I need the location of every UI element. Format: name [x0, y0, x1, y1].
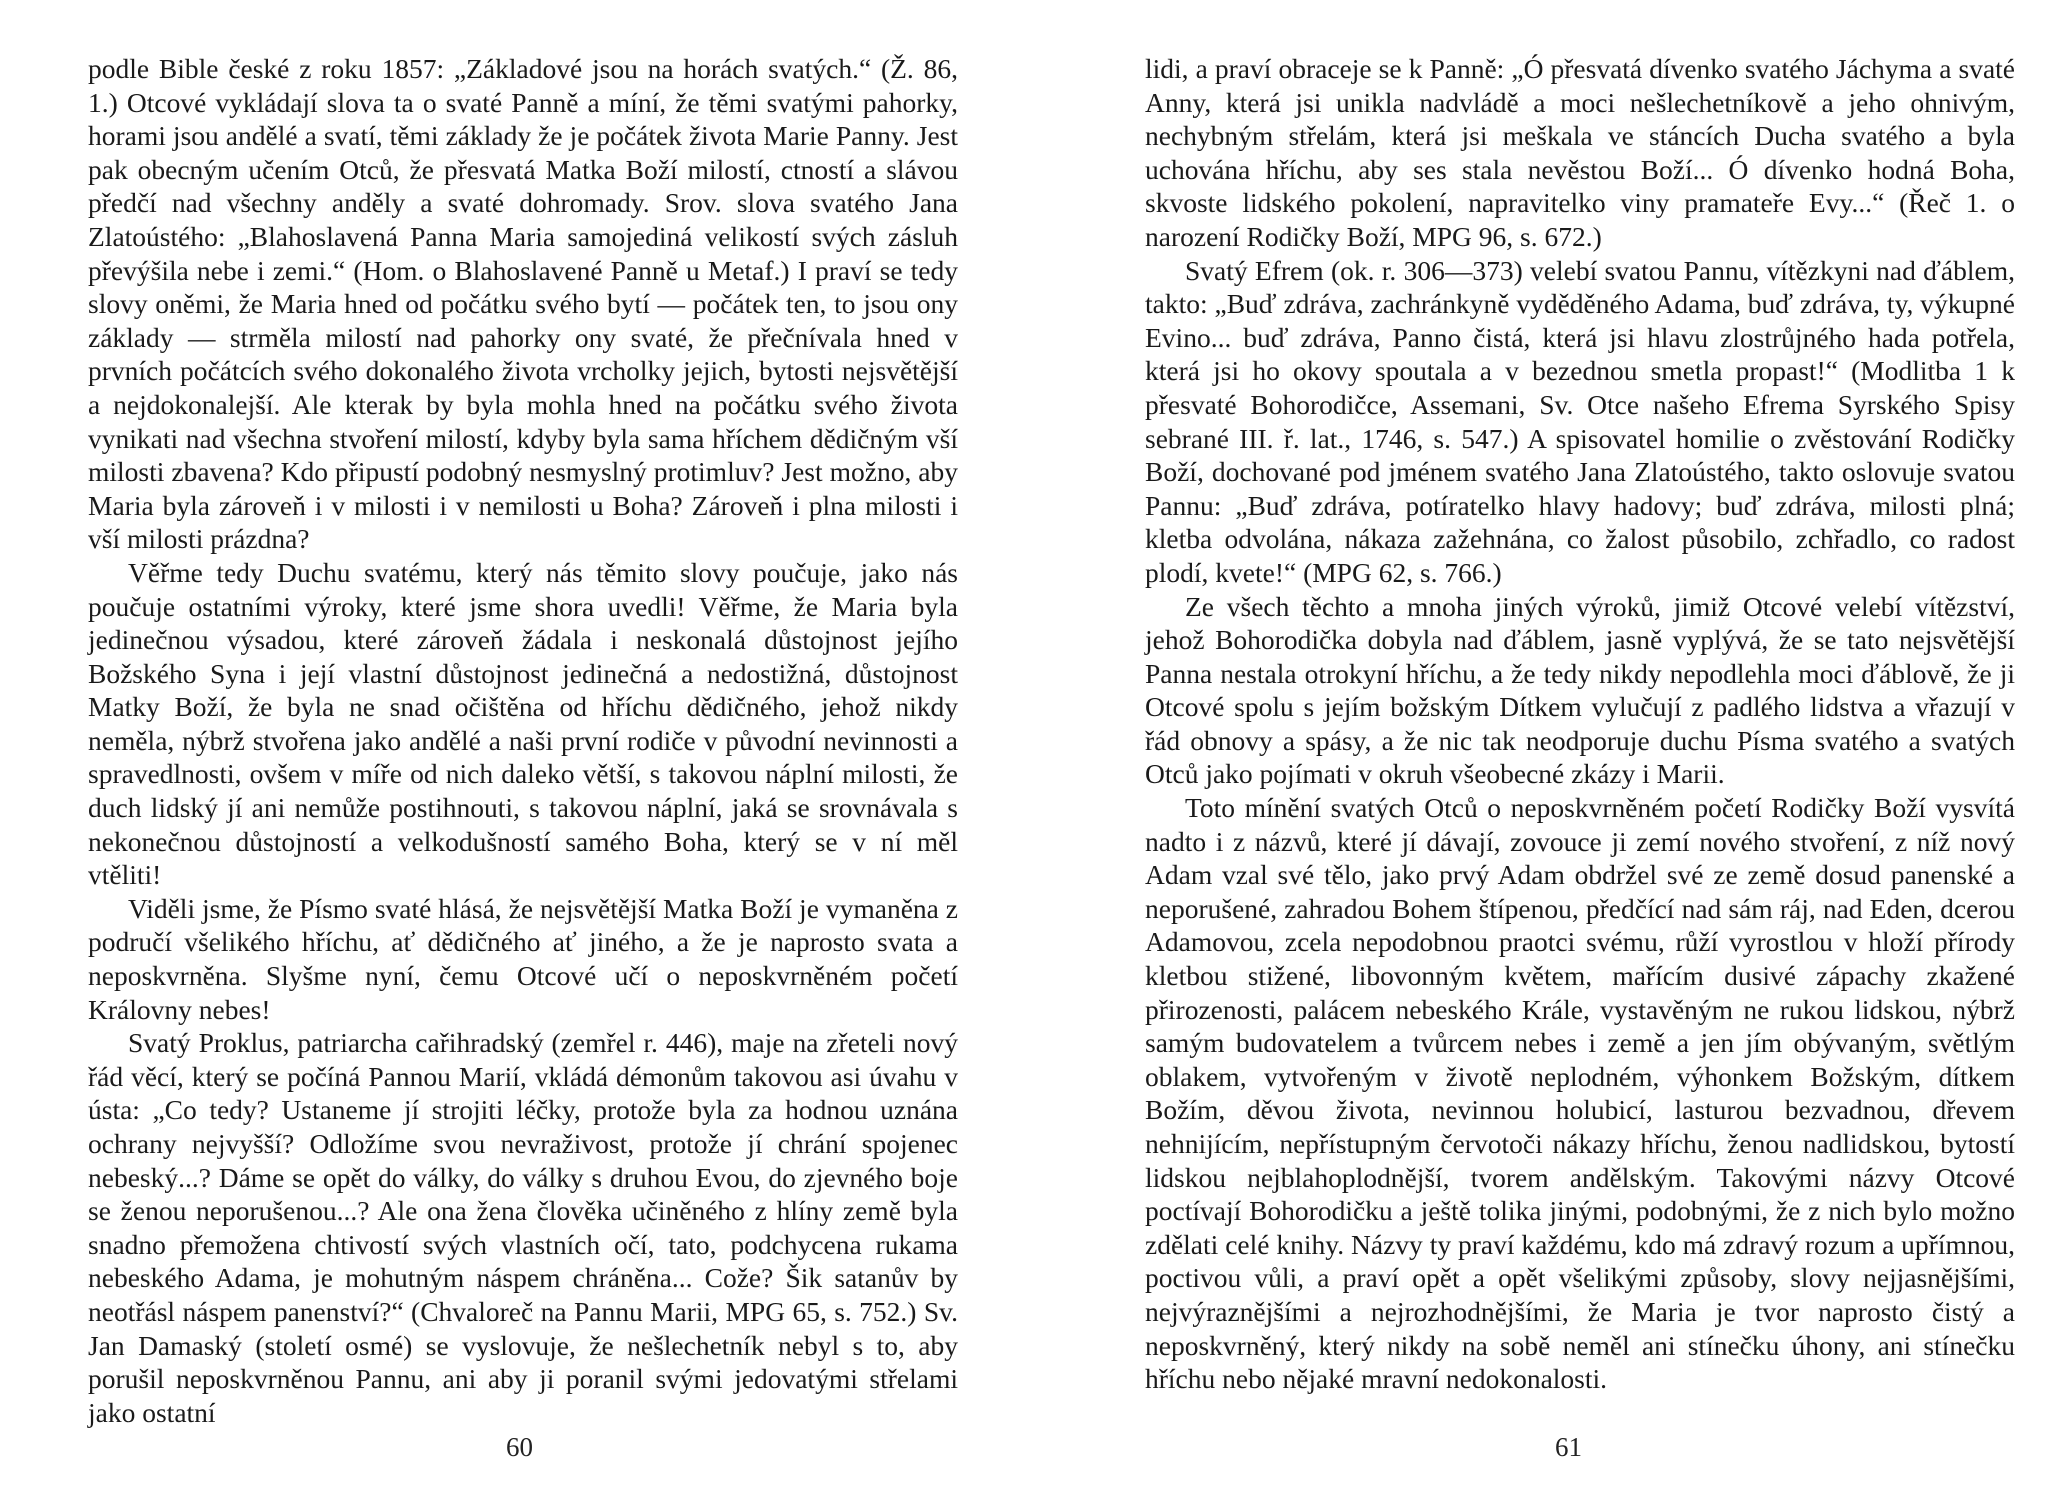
left-page	[88, 52, 958, 1429]
paragraph: Svatý Proklus, patriarcha cařihradský (zemřel r. 446), maje na zřeteli nový řád věcí, který se počíná Pannou Marií, vkládá démonům takovou asi úvahu v ústa: „Co tedy? Ustaneme jí strojiti léčky, protože byla za hodnou uznána ochrany nejvyšší? Odložíme svou nevraživost, protože jí chrání spojenec nebeský...? Dáme se opět do války, do války s druhou Evou, do zjevného boje se ženou neporušenou...? Ale ona žena člověka učiněného z hlíny země byla snadno přemožena chtivostí svých vlastních očí, tato, podchycena rukama nebeského Adama, je mohutným náspem chráněna... Cože? Šik satanův by neotřásl náspem panenství?“ (Chvaloreč na Pannu Marii, MPG 65, s. 752.) Sv. Jan Damaský (století osmé) se vyslovuje, že nešlechetník nebyl s to, aby porušil neposkvrněnou Pannu, ani aby ji poranil svými jedovatými střelami jako ostatní	[88, 1027, 958, 1428]
right-page	[1145, 52, 2015, 1396]
paragraph: podle Bible české z roku 1857: „Základové jsou na horách svatých.“ (Ž. 86, 1.) Otcové vykládají slova ta o svaté Panně a míní, že těmi svatými pahorky, horami jsou andělé a svatí, těmi základy že je počátek života Marie Panny. Jest pak obecným učením Otců, že přesvatá Matka Boží milostí, ctností a slávou předčí nad všechny anděly a svaté dohromady. Srov. slova svatého Jana Zlatoústého: „Blahoslavená Panna Maria samojediná velikostí svých zásluh převýšila nebe i zemi.“ (Hom. o Blahoslavené Panně u Metaf.) I praví se tedy slovy oněmi, že Maria hned od počátku svého bytí — počátek ten, to jsou ony základy — strměla milostí nad pahorky ony svaté, že přečnívala hned v prvních počátcích svého dokonalého života vrcholky jejich, bytosti nejsvětější a nejdokonalejší. Ale kterak by byla mohla hned na počátku svého života vynikati nad všechna stvoření milostí, kdyby byla sama hříchem dědičným vší milosti zbavena? Kdo připustí podobný nesmyslný protimluv? Jest možno, aby Maria byla zároveň i v milosti i v nemilosti u Boha? Zároveň i plna milosti i vší milosti prázdna?	[88, 53, 958, 555]
page-number: 60	[506, 1432, 533, 1462]
page-number: 61	[1555, 1432, 1582, 1462]
paragraph: Viděli jsme, že Písmo svaté hlásá, že nejsvětější Matka Boží je vymaněna z područí všelikého hříchu, ať dědičného ať jiného, a že je naprosto svata a neposkvrněna. Slyšme nyní, čemu Otcové učí o neposkvrněném početí Královny nebes!	[88, 892, 958, 1025]
paragraph: Ze všech těchto a mnoha jiných výroků, jimiž Otcové velebí vítězství, jehož Bohorodička dobyla nad ďáblem, jasně vyplývá, že se tato nejsvětější Panna nestala otrokyní hříchu, a že tedy nikdy nepodlehla moci ďáblově, že ji Otcové spolu s jejím božským Dítkem vylučují z padlého lidstva a vřazují v řád obnovy a spásy, a že nic tak neodporuje duchu Písma svatého a svatých Otců jako pojímati v okruh všeobecné zkázy i Marii.	[1145, 590, 2015, 790]
paragraph: Věřme tedy Duchu svatému, který nás těmito slovy poučuje, jako nás poučuje ostatními výroky, které jsme shora uvedli! Věřme, že Maria byla jedinečnou výsadou, které zároveň žádala i neskonalá důstojnost jejího Božského Syna i její vlastní důstojnost jedinečná a nedostižná, důstojnost Matky Boží, že byla ne snad očištěna od hříchu dědičného, jehož nikdy neměla, nýbrž stvořena jako andělé a naši první rodiče v původní nevinnosti a spravedlnosti, ovšem v míře od nich daleko větší, s takovou náplní milosti, že duch lidský jí ani nemůže postihnouti, s takovou náplní, jaká se srovnávala s nekonečnou důstojností a velkodušností samého Boha, který se v ní měl vtěliti!	[88, 556, 958, 891]
paragraph: Toto mínění svatých Otců o neposkvrněném početí Rodičky Boží vysvítá nadto i z názvů, které jí dávají, zovouce ji zemí nového stvoření, z níž nový Adam vzal své tělo, jako prvý Adam obdržel své ze země dosud panenské a neporušené, zahradou Bohem štípenou, předčící nad sám ráj, nad Eden, dcerou Adamovou, zcela nepodobnou praotci svému, růží vyrostlou v hloží přírody kletbou stižené, libovonným květem, mařícím dusivé zápachy zkažené přirozenosti, palácem nebeského Krále, vystavěným ne rukou lidskou, nýbrž samým budovatelem a tvůrcem nebes i země a jen jím obývaným, světlým oblakem, vytvořeným v životě neplodném, výhonkem Božským, dítkem Božím, děvou života, nevinnou holubicí, lasturou bezvadnou, dřevem nehnijícím, nepřístupným červotoči nákazy hříchu, ženou nadlidskou, bytostí lidskou nejblahoplodnější, tvorem andělským. Takovými názvy Otcové poctívají Bohorodičku a ještě tolika jinými, podobnými, že z nich bylo možno zdělati celé knihy. Názvy ty praví každému, kdo má zdravý rozum a upřímnou, poctivou vůli, a praví opět a opět všelikými způsoby, slovy nejjasnějšími, nejvýraznějšími a nejrozhodnějšími, že Maria je tvor naprosto čistý a neposkvrněný, který nikdy na sobě neměl ani stínečku úhony, ani stínečku hříchu nebo nějaké mravní nedokonalosti.	[1145, 792, 2015, 1395]
paragraph: Svatý Efrem (ok. r. 306—373) velebí svatou Pannu, vítězkyni nad ďáblem, takto: „Buď zdráva, zachránkyně vyděděného Adama, buď zdráva, ty, výkupné Evino... buď zdráva, Panno čistá, která jsi hlavu zlostrůjného hada potřela, která jsi ho okovy spoutala a v bezednou smetla propast!“ (Modlitba 1 k přesvaté Bohorodičce, Assemani, Sv. Otce našeho Efrema Syrského Spisy sebrané III. ř. lat., 1746, s. 547.) A spisovatel homilie o zvěstování Rodičky Boží, dochované pod jménem svatého Jana Zlatoústého, takto oslovuje svatou Pannu: „Buď zdráva, potíratelko hlavy hadovy; buď zdráva, milosti plná; kletba odvolána, nákaza zažehnána, co žalost působilo, zchřadlo, co radost plodí, kvete!“ (MPG 62, s. 766.)	[1145, 254, 2015, 588]
paragraph: lidi, a praví obraceje se k Panně: „Ó přesvatá dívenko svatého Jáchyma a svaté Anny, která jsi unikla nadvládě a moci nešlechetníkově a jeho ohnivým, nechybným střelám, která jsi meškala ve stáncích Ducha svatého a byla uchována hříchu, aby ses stala nevěstou Boží... Ó dívenko hodná Boha, skvoste lidského pokolení, napravitelko viny pramateře Evy...“ (Řeč 1. o narození Rodičky Boží, MPG 96, s. 672.)	[1145, 53, 2015, 252]
